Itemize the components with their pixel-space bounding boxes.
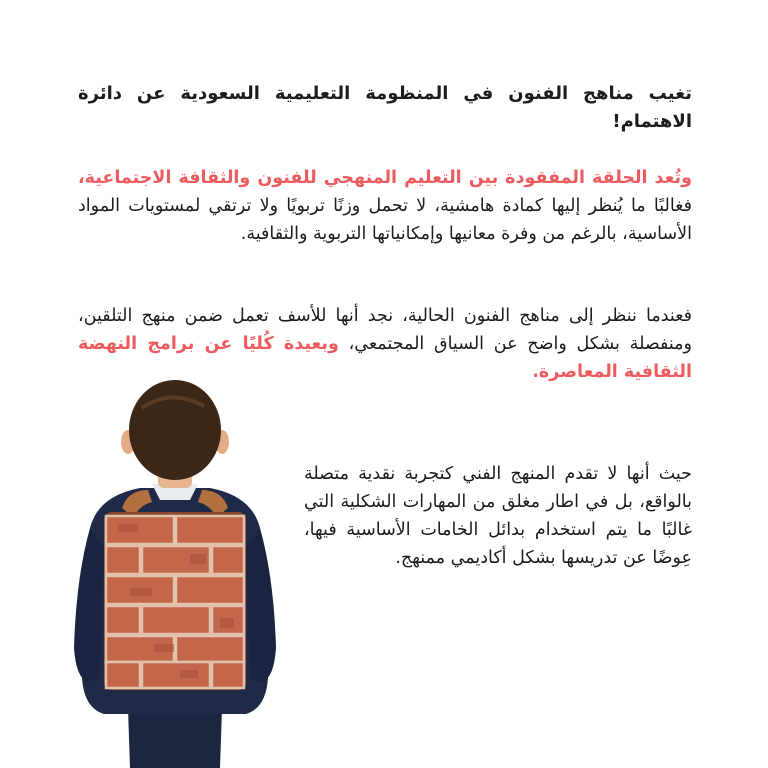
paragraph-3: [304, 460, 692, 572]
paragraph-2: [78, 302, 692, 386]
paragraph-1: [78, 164, 692, 248]
paragraph-2-text: فعندما ننظر إلى مناهج الفنون الحالية، نجد أنها للأسف تعمل ضمن منهج التلقين، ومنفصلة بشكل واضح عن السياق المجتمعي،: [78, 306, 692, 354]
boy-legs: [128, 708, 222, 768]
paragraph-2-highlight: وبعيدة كُليًا عن برامج النهضة الثقافية المعاصرة.: [78, 334, 692, 382]
paragraph-3-text: حيث أنها لا تقدم المنهج الفني كتجربة نقدية متصلة بالواقع، بل في اطار مغلق من المهارات الشكلية التي غالبًا ما يتم استخدام بدائل الخامات الأساسية فيها، عِوضًا عن تدريسها بشكل أكاديمي ممنهج.: [304, 464, 692, 568]
headline: تغيب مناهج الفنون في المنظومة التعليمية السعودية عن دائرة الاهتمام!: [78, 83, 692, 132]
boy-with-brick-backpack-illustration: [70, 378, 280, 768]
boy-head: [129, 380, 221, 480]
paragraph-1-text: فغالبًا ما يُنظر إليها كمادة هامشية، لا تحمل وزنًا تربويًا ولا ترتقي لمستويات المواد الأساسية، بالرغم من وفرة معانيها وإمكانياتها التربوية والثقافية.: [78, 196, 692, 244]
boy-left-arm: [74, 528, 104, 682]
boy-right-arm: [246, 528, 276, 682]
brick-backpack: [104, 512, 246, 690]
paragraph-1-highlight: وتُعد الحلقة المفقودة بين التعليم المنهجي للفنون والثقافة الاجتماعية،: [78, 168, 692, 188]
